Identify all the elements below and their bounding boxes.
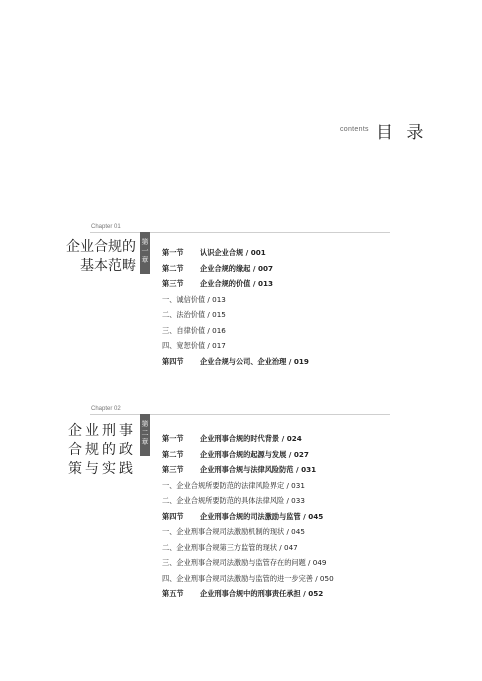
entry-text: 企业刑事合规的起源与发展 / 027 (200, 449, 309, 459)
entry-text: 四、企业刑事合规司法激励与监管的进一步完善 / 050 (162, 573, 334, 583)
entry-text: 企业刑事合规的司法激励与监管 / 045 (200, 511, 324, 521)
toc-entry[interactable] (162, 512, 323, 522)
chapter-title-line: 基本范畴 (80, 258, 136, 274)
section-number: 第一节 (162, 248, 184, 257)
chapter-title (36, 238, 136, 276)
chapter-divider (90, 232, 390, 233)
chapter-label: Chapter 01 (91, 224, 121, 230)
entry-text: 二、企业刑事合规第三方监管的现状 / 047 (162, 542, 298, 552)
section-number: 第三节 (162, 279, 184, 288)
section-number: 第五节 (162, 589, 184, 598)
section-number: 第四节 (162, 356, 184, 366)
entry-text: 认识企业合规 / 001 (200, 248, 266, 257)
chapter-number-text: 第一章 (141, 238, 149, 264)
chapter-number-text: 第二章 (141, 420, 149, 446)
toc-entry[interactable] (162, 589, 323, 599)
chapter-number-bar (140, 414, 150, 456)
entry-text: 二、法治价值 / 015 (162, 310, 226, 319)
toc-entry[interactable] (162, 481, 305, 491)
entry-text: 一、企业合规所要防范的法律风险界定 / 031 (162, 480, 305, 490)
entry-text: 四、宽恕价值 / 017 (162, 341, 226, 350)
toc-entry[interactable] (162, 543, 298, 553)
chapter-title-line: 策与实践 (68, 461, 136, 477)
toc-entry[interactable] (162, 450, 309, 460)
entry-text: 三、自律价值 / 016 (162, 325, 226, 335)
chapter-divider (90, 414, 390, 415)
entry-text: 一、诚信价值 / 013 (162, 294, 226, 304)
chapter-title-line: 企业刑事 (68, 423, 136, 439)
toc-entry[interactable] (162, 248, 266, 258)
chapter-title-line: 企业合规的 (66, 239, 136, 255)
toc-entry[interactable] (162, 279, 273, 289)
section-number: 第二节 (162, 263, 184, 273)
toc-entry[interactable] (162, 558, 326, 568)
toc-entry[interactable] (162, 326, 226, 336)
contents-word: contents (340, 126, 369, 133)
toc-entry[interactable] (162, 465, 316, 475)
section-number: 第四节 (162, 511, 184, 521)
toc-entry[interactable] (162, 341, 226, 351)
entry-text: 企业刑事合规与法律风险防范 / 031 (200, 465, 317, 474)
toc-title: 目 录 (376, 123, 428, 143)
toc-entry[interactable] (162, 434, 302, 444)
toc-entry[interactable] (162, 527, 305, 537)
entry-text: 企业合规的价值 / 013 (200, 279, 273, 288)
entry-text: 二、企业合规所要防范的具体法律风险 / 033 (162, 496, 305, 505)
toc-entry[interactable] (162, 357, 309, 367)
entry-text: 企业合规的缘起 / 007 (200, 263, 273, 273)
chapter-label: Chapter 02 (91, 406, 121, 412)
toc-header (0, 118, 482, 148)
chapter-number-bar (140, 232, 150, 274)
toc-entry[interactable] (162, 310, 226, 320)
toc-entry[interactable] (162, 574, 334, 584)
entry-text: 企业合规与公司、企业治理 / 019 (200, 356, 309, 366)
toc-entry[interactable] (162, 264, 273, 274)
entry-text: 企业刑事合规中的刑事责任承担 / 052 (200, 589, 324, 598)
section-number: 第一节 (162, 434, 184, 443)
entry-text: 一、企业刑事合规司法激励机制的现状 / 045 (162, 527, 305, 536)
section-number: 第三节 (162, 465, 184, 474)
entry-text: 企业刑事合规的时代背景 / 024 (200, 434, 302, 443)
toc-entry[interactable] (162, 496, 305, 506)
chapter-title-line: 合规的政 (68, 442, 136, 458)
section-number: 第二节 (162, 449, 184, 459)
chapter-title (36, 422, 136, 479)
toc-entry[interactable] (162, 295, 226, 305)
entry-text: 三、企业刑事合规司法激励与监管存在的问题 / 049 (162, 558, 327, 567)
